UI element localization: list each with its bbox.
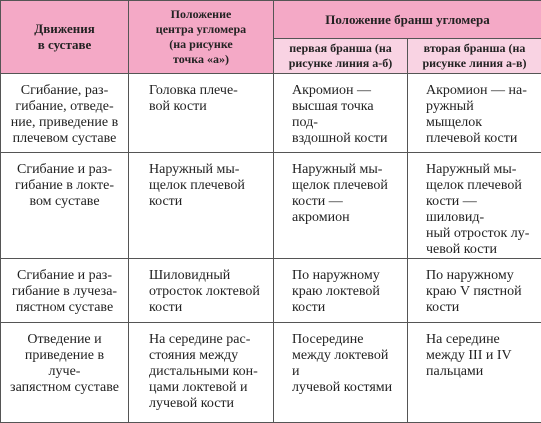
header-second-branch (408, 39, 541, 74)
cell-second-branch (408, 153, 541, 259)
cell-first-branch (274, 323, 408, 423)
table-row (1, 323, 541, 423)
cell-movement (1, 153, 129, 259)
cell-center (129, 323, 274, 423)
cell-text: Головка плече- вой кости (129, 74, 273, 115)
cell-text: Наружный мы- щелок плечевой кости — шиловид- ный отросток лу- чевой кости (408, 153, 541, 258)
header-first-branch-label: первая бранша (на рисунке линия а-б) (274, 41, 407, 71)
header-first-branch (274, 39, 408, 74)
cell-text: Сгибание, раз- гибание, отведе- ние, приведение в плечевом суставе (1, 74, 128, 147)
cell-text: Сгибание и раз- гибание в локте- вом суставе (1, 153, 128, 210)
header-second-branch-label: вторая бранша (на рисунке линия а-в) (408, 41, 541, 71)
cell-center (129, 74, 274, 153)
cell-first-branch (274, 259, 408, 323)
cell-center (129, 259, 274, 323)
cell-text: Акромион — высшая точка под- вздошной кости (274, 74, 407, 147)
table-row (1, 153, 541, 259)
header-movement-label: Движения в суставе (1, 21, 128, 53)
header-movement (1, 1, 129, 74)
cell-center (129, 153, 274, 259)
cell-second-branch (408, 74, 541, 153)
cell-movement (1, 323, 129, 423)
cell-text: По наружному краю V пястной кости (408, 259, 541, 316)
cell-text: Отведение и приведение в луче- запястном суставе (1, 323, 128, 396)
table-row (1, 259, 541, 323)
header-branch-position-label: Положение бранш угломера (274, 12, 541, 28)
cell-text: Наружный мы- щелок плечевой кости (129, 153, 273, 210)
cell-text: Сгибание и раз- гибание в лучеза- пястном суставе (1, 259, 128, 316)
cell-text: На середине между III и IV пальцами (408, 323, 541, 380)
cell-text: Акромион — на- ружный мыщелок плечевой кости (408, 74, 541, 147)
cell-text: Шиловидный отросток локтевой кости (129, 259, 273, 316)
header-branch-position (274, 1, 541, 39)
table-row (1, 74, 541, 153)
cell-first-branch (274, 74, 408, 153)
cell-text: Наружный мы- щелок плечевой кости — акромион (274, 153, 407, 226)
cell-first-branch (274, 153, 408, 259)
cell-text: По наружному краю локтевой кости (274, 259, 407, 316)
cell-text: Посередине между локтевой и лучевой костями (274, 323, 407, 396)
cell-text: На середине рас- стояния между дистальными кон- цами локтевой и лучевой кости (129, 323, 273, 412)
cell-second-branch (408, 323, 541, 423)
cell-movement (1, 74, 129, 153)
cell-movement (1, 259, 129, 323)
header-center-position-label: Положение центра угломера (на рисунке точка «а») (129, 7, 273, 67)
header-center-position (129, 1, 274, 74)
cell-second-branch (408, 259, 541, 323)
